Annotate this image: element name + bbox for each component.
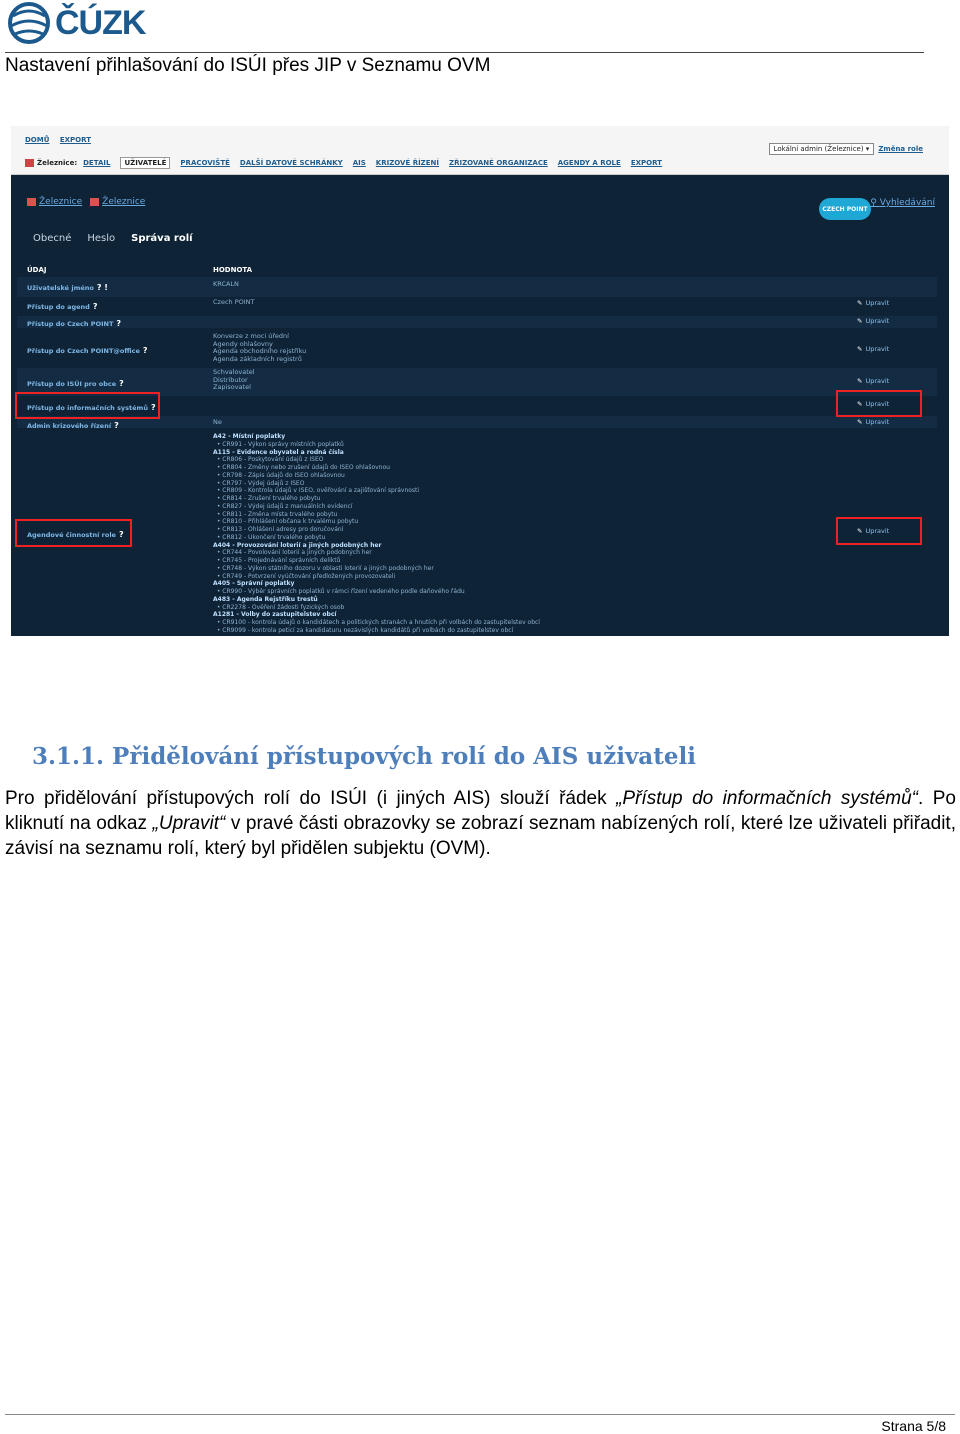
role-item: A483 - Agenda Rejstříku trestů [213, 595, 318, 603]
row-label-isui-obce: Přístup do ISÚI pro obce ? [27, 379, 124, 388]
row-label-agendas: Přístup do agend ? [27, 302, 98, 311]
breadcrumb [27, 197, 153, 207]
tab-password[interactable]: Heslo [87, 233, 116, 244]
menu-detail[interactable]: DETAIL [83, 159, 111, 167]
menu-organizations[interactable]: ZŘIZOVANÉ ORGANIZACE [449, 159, 548, 167]
app-topbar [11, 126, 949, 175]
house-icon [27, 198, 36, 206]
role-item: A405 - Správní poplatky [213, 580, 295, 588]
row-value-agendas: Czech POINT [213, 298, 255, 306]
role-item: • CR748 - Výkon státního dozoru v oblasti loterií a jiných podobných her [213, 564, 434, 572]
edit-link[interactable]: ✎ Upravit [857, 345, 889, 353]
role-item: • CR990 - Výběr správních poplatků v rámci řízení vedeného podle daňového řádu [213, 588, 465, 595]
role-select[interactable]: Lokální admin (Železnice) ▾ [769, 143, 875, 155]
table-row [17, 316, 937, 328]
house-icon [25, 159, 34, 167]
highlight-box [15, 519, 132, 547]
role-item: • CR744 - Povolování loterií a jiných podobných her [213, 549, 372, 557]
role-item: • CR745 - Projednávání správních deliktů [213, 557, 341, 564]
menu-export-2[interactable]: EXPORT [630, 159, 662, 167]
change-role-link[interactable]: Změna role [878, 145, 923, 153]
edit-link[interactable]: ✎ Upravit [857, 418, 889, 426]
menu-crisis[interactable]: KRIZOVÉ ŘÍZENÍ [375, 159, 440, 167]
row-label-username: Uživatelské jméno ? ! [27, 283, 108, 292]
edit-link[interactable]: ✎ Upravit [857, 377, 889, 385]
edit-link-agenda-roles[interactable]: ✎ Upravit [857, 527, 889, 535]
column-header-hodnota: HODNOTA [213, 266, 253, 274]
menu-export[interactable]: EXPORT [59, 136, 91, 144]
italic-edit-link: „Upravit“ [152, 813, 226, 834]
document-title: Nastavení přihlašování do ISÚI přes JIP v Seznamu OVM [5, 55, 491, 76]
page-number: Strana 5/8 [881, 1418, 946, 1434]
embedded-screenshot [11, 126, 949, 636]
highlight-box [15, 392, 160, 419]
cuzk-logo [7, 2, 145, 44]
role-item: • CR806 - Poskytování údajů z ISEO [213, 456, 324, 464]
role-item: • CR811 - Změna místa trvalého pobytu [213, 510, 338, 518]
row-value-isui-obce: Schvalovatel Distributor Zapisovatel [213, 368, 255, 391]
role-item: • CR991 - Výkon správy místních poplatků [213, 440, 344, 448]
menu-agendas[interactable]: AGENDY A ROLE [557, 159, 621, 167]
roles-list [213, 433, 540, 635]
role-item: • CR9099 - kontrola peticí za kandidaturu nezávislých kandidátů při volbách do zastupitelstev obcí [213, 626, 514, 634]
role-item: • CR809 - Kontrola údajů v ISEO, ověřování a zajišťování správnosti [213, 487, 420, 495]
row-value-crisis-admin: Ne [213, 418, 222, 426]
table-row [17, 277, 937, 297]
top-menu-secondary [25, 157, 672, 169]
globe-icon [7, 2, 53, 44]
role-item: • CR827 - Výdej údajů z manuálních evidencí [213, 502, 353, 510]
role-switcher [769, 143, 923, 155]
edit-link-information-systems[interactable]: ✎ Upravit [857, 400, 889, 408]
edit-link[interactable]: ✎ Upravit [857, 299, 889, 307]
menu-data-boxes[interactable]: DALŠÍ DATOVÉ SCHRÁNKY [239, 159, 343, 167]
row-label-agenda-roles: Agendové činnostní role ? [27, 530, 124, 539]
footer-divider [5, 1414, 955, 1415]
top-menu-primary [25, 136, 99, 144]
menu-ais[interactable]: AIS [352, 159, 366, 167]
highlight-box [836, 390, 922, 417]
column-header-udaj: ÚDAJ [27, 266, 47, 274]
role-item: • CR813 - Ohlášení adresy pro doručování [213, 526, 344, 533]
menu-workplaces[interactable]: PRACOVIŠTĚ [180, 159, 230, 167]
row-value-czech-point-office: Konverze z moci úřední Agendy ohlašovny Agenda obchodního rejstříku Agenda základních registrů [213, 332, 307, 363]
italic-row-name: „Přístup do informačních systémů“ [616, 788, 918, 809]
logo-text: ČÚZK [55, 3, 146, 42]
section-paragraph: Pro přidělování přístupových rolí do ISÚI (i jiných AIS) slouží řádek „Přístup do informačních systémů“. Po kliknutí na odkaz „Upravit“ v pravé části obrazovky se zobrazí seznam nabízených rolí, které lze uživateli přiřadit, závisí na seznamu rolí, který byl přidělen subjektu (OVM). [5, 788, 956, 859]
role-item: • CR798 - Zápis údajů do ISEO ohlašovnou [213, 471, 345, 479]
header-divider [5, 52, 924, 53]
breadcrumb-item[interactable]: Železnice [39, 197, 83, 207]
role-item: • CR9100 - kontrola údajů o kandidátech a politických stranách a hnutích při volbách do zastupitelstev obcí [213, 619, 540, 626]
role-item: A115 - Evidence obyvatel a rodná čísla [213, 448, 344, 456]
role-item: A42 - Místní poplatky [213, 433, 286, 440]
menu-home[interactable]: DOMŮ [25, 136, 50, 144]
menu-users[interactable]: UŽIVATELÉ [120, 157, 170, 169]
subject-label: Železnice: [37, 159, 78, 167]
tab-roles[interactable]: Správa rolí [131, 233, 193, 244]
section-heading: 3.1.1. Přidělování přístupových rolí do AIS uživateli [32, 743, 696, 770]
edit-link[interactable]: ✎ Upravit [857, 317, 889, 325]
role-item: • CR814 - Zrušení trvalého pobytu [213, 495, 321, 502]
house-icon [90, 198, 99, 206]
czech-point-logo: CZECH POINT [819, 198, 871, 220]
role-item: • CR797 - Výdej údajů z ISEO [213, 479, 305, 487]
row-label-crisis-admin: Admin krizového řízení ? [27, 421, 119, 430]
role-item: A404 - Provozování loterií a jiných podobných her [213, 541, 382, 549]
highlight-box [836, 517, 922, 545]
role-item: • CR749 - Potvrzení vyúčtování předložených provozovateli [213, 572, 396, 580]
search-link[interactable]: ⚲ Vyhledávání [870, 198, 935, 208]
role-item: • CR2278 - Ověření žádosti fyzických osob [213, 603, 345, 611]
role-item: • CR804 - Změny nebo zrušení údajů do ISEO ohlašovnou [213, 464, 390, 471]
role-item: • CR812 - Ukončení trvalého pobytu [213, 533, 326, 541]
row-label-information-systems: Přístup do informačních systémů ? [27, 403, 156, 412]
row-label-czech-point-office: Přístup do Czech POINT@office ? [27, 346, 148, 355]
row-label-czech-point: Přístup do Czech POINT ? [27, 319, 122, 328]
role-item: • CR810 - Přihlášení občana k trvalému pobytu [213, 518, 359, 526]
tab-general[interactable]: Obecné [33, 233, 72, 244]
breadcrumb-item[interactable]: Železnice [102, 197, 146, 207]
tabs [33, 233, 209, 244]
row-value-username: KRCALN [213, 280, 239, 288]
role-item: A1281 - Volby do zastupitelstev obcí [213, 611, 337, 619]
